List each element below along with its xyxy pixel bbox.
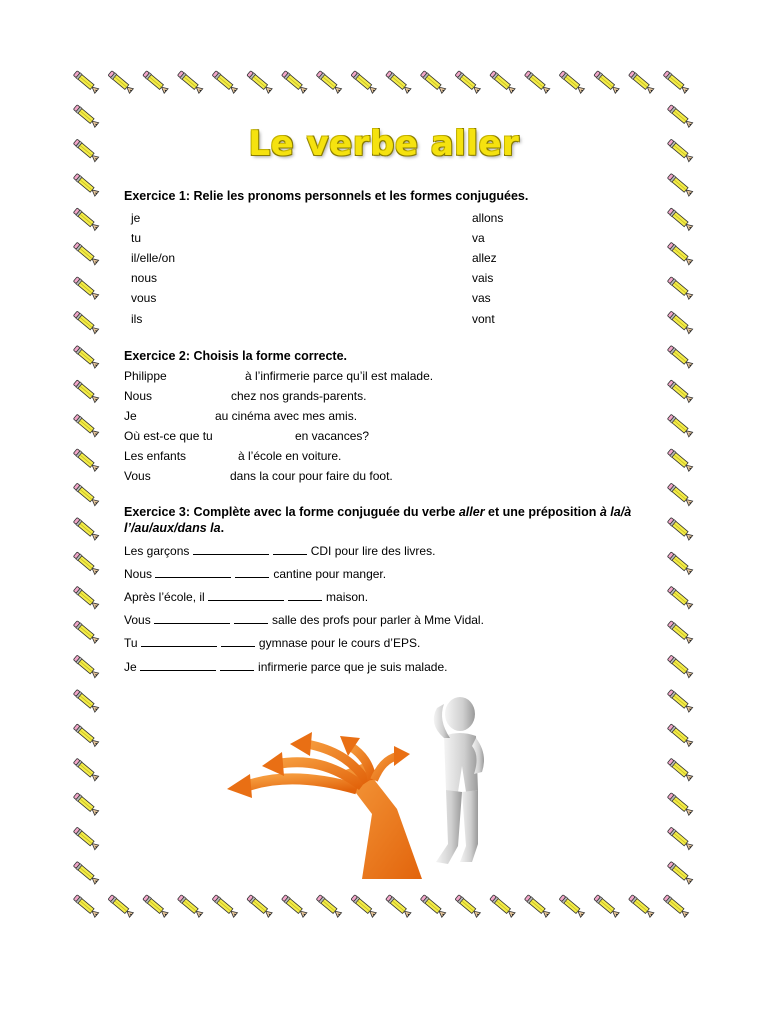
fill-sentence: Vous salle des profs pour parler à Mme Vidal. bbox=[124, 613, 484, 627]
exercise1-heading: Exercice 1: Relie les pronoms personnels et les formes conjuguées. bbox=[124, 189, 529, 203]
pencil-icon bbox=[143, 894, 169, 917]
pencil-icon bbox=[594, 70, 620, 93]
pencil-icon bbox=[73, 724, 99, 747]
sentence-rest: à l’école en voiture. bbox=[238, 449, 342, 463]
verb-blank[interactable] bbox=[141, 635, 217, 647]
pencil-icon bbox=[73, 586, 99, 609]
sentence-subject: Nous bbox=[124, 389, 153, 403]
pencil-icon bbox=[73, 792, 99, 815]
page-title: Le verbe aller bbox=[248, 124, 520, 164]
pencil-icon bbox=[108, 894, 134, 917]
pencil-icon bbox=[73, 345, 99, 368]
pencil-icon bbox=[455, 70, 481, 93]
pencil-icon bbox=[143, 70, 169, 93]
pronoun-item: vous bbox=[131, 291, 157, 305]
pencil-icon bbox=[281, 70, 307, 93]
sentence-rest: en vacances? bbox=[295, 429, 370, 443]
fill-sentence: Tu gymnase pour le cours d’EPS. bbox=[124, 636, 421, 650]
pencil-icon bbox=[73, 620, 99, 643]
pencil-icon bbox=[663, 894, 689, 917]
form-item: va bbox=[472, 231, 485, 245]
pencil-icon bbox=[667, 311, 693, 334]
pencil-icon bbox=[667, 414, 693, 437]
sentence-subject: Philippe bbox=[124, 369, 167, 383]
sentence-rest: au cinéma avec mes amis. bbox=[215, 409, 358, 423]
pencil-icon bbox=[316, 70, 342, 93]
thinking-figure-with-arrows-icon bbox=[222, 694, 512, 884]
pencil-icon bbox=[667, 173, 693, 196]
pencil-icon bbox=[316, 894, 342, 917]
pencil-icon bbox=[594, 894, 620, 917]
pronoun-item: tu bbox=[131, 231, 142, 245]
verb-blank[interactable] bbox=[208, 589, 284, 601]
pencil-icon bbox=[73, 208, 99, 231]
pencil-icon bbox=[73, 311, 99, 334]
pencil-icon bbox=[667, 345, 693, 368]
pencil-icon bbox=[73, 758, 99, 781]
pencil-icon bbox=[385, 894, 411, 917]
pencil-icon bbox=[524, 894, 550, 917]
pencil-icon bbox=[559, 894, 585, 917]
verb-blank[interactable] bbox=[140, 659, 216, 671]
pencil-icon bbox=[73, 552, 99, 575]
pencil-icon bbox=[351, 894, 377, 917]
pencil-icon bbox=[73, 276, 99, 299]
pencil-icon bbox=[73, 894, 99, 917]
pencil-icon bbox=[247, 894, 273, 917]
pencil-icon bbox=[420, 894, 446, 917]
pencil-icon bbox=[73, 70, 99, 93]
pencil-icon bbox=[667, 655, 693, 678]
fill-sentence: Après l’école, il maison. bbox=[124, 590, 369, 604]
pencil-icon bbox=[667, 792, 693, 815]
pencil-icon bbox=[667, 861, 693, 884]
pencil-icon bbox=[667, 483, 693, 506]
pencil-icon bbox=[177, 894, 203, 917]
form-item: allons bbox=[472, 211, 504, 225]
form-item: vas bbox=[472, 291, 491, 305]
pronoun-item: nous bbox=[131, 271, 158, 285]
pencil-icon bbox=[281, 894, 307, 917]
exercise3-heading: Exercice 3: Complète avec la forme conjuguée du verbe aller et une préposition à la/à l’/au/aux/dans la. bbox=[124, 505, 632, 535]
form-item: vais bbox=[472, 271, 494, 285]
pencil-icon bbox=[73, 448, 99, 471]
fill-sentence: Les garçons CDI pour lire des livres. bbox=[124, 544, 436, 558]
preposition-blank[interactable] bbox=[220, 659, 254, 671]
fill-sentence: Je infirmerie parce que je suis malade. bbox=[124, 660, 448, 674]
sentence-subject: Je bbox=[124, 409, 137, 423]
verb-blank[interactable] bbox=[193, 543, 269, 555]
pencil-icon bbox=[667, 448, 693, 471]
pencil-icon bbox=[667, 517, 693, 540]
pencil-icon bbox=[667, 724, 693, 747]
pencil-icon bbox=[667, 689, 693, 712]
pencil-icon bbox=[247, 70, 273, 93]
verb-blank[interactable] bbox=[155, 566, 231, 578]
pronoun-item: je bbox=[131, 211, 141, 225]
sentence-subject: Où est-ce que tu bbox=[124, 429, 213, 443]
pencil-icon bbox=[559, 70, 585, 93]
pencil-icon bbox=[663, 70, 689, 93]
preposition-blank[interactable] bbox=[288, 589, 322, 601]
pronoun-item: ils bbox=[131, 312, 143, 326]
pencil-icon bbox=[667, 552, 693, 575]
sentence-rest: dans la cour pour faire du foot. bbox=[230, 469, 393, 483]
preposition-blank[interactable] bbox=[221, 635, 255, 647]
pencil-icon bbox=[667, 276, 693, 299]
preposition-blank[interactable] bbox=[273, 543, 307, 555]
pencil-icon bbox=[73, 414, 99, 437]
pencil-icon bbox=[73, 861, 99, 884]
pencil-icon bbox=[667, 242, 693, 265]
pencil-icon bbox=[73, 689, 99, 712]
form-item: vont bbox=[472, 312, 495, 326]
pencil-icon bbox=[667, 380, 693, 403]
pencil-icon bbox=[212, 894, 238, 917]
exercise2-heading: Exercice 2: Choisis la forme correcte. bbox=[124, 349, 348, 363]
pencil-icon bbox=[351, 70, 377, 93]
pencil-icon bbox=[108, 70, 134, 93]
pencil-icon bbox=[73, 173, 99, 196]
pencil-icon bbox=[667, 758, 693, 781]
preposition-blank[interactable] bbox=[234, 612, 268, 624]
pencil-icon bbox=[420, 70, 446, 93]
pencil-icon bbox=[524, 70, 550, 93]
pencil-icon bbox=[490, 894, 516, 917]
pencil-icon bbox=[73, 483, 99, 506]
sentence-rest: chez nos grands-parents. bbox=[231, 389, 367, 403]
pencil-icon bbox=[455, 894, 481, 917]
form-item: allez bbox=[472, 251, 497, 265]
pronoun-item: il/elle/on bbox=[131, 251, 176, 265]
pencil-icon bbox=[667, 827, 693, 850]
pencil-icon bbox=[73, 380, 99, 403]
fill-sentence: Nous cantine pour manger. bbox=[124, 567, 387, 581]
pencil-icon bbox=[73, 827, 99, 850]
pencil-icon bbox=[73, 242, 99, 265]
sentence-rest: à l’infirmerie parce qu’il est malade. bbox=[245, 369, 434, 383]
verb-blank[interactable] bbox=[154, 612, 230, 624]
pencil-icon bbox=[177, 70, 203, 93]
pencil-icon bbox=[667, 620, 693, 643]
preposition-blank[interactable] bbox=[235, 566, 269, 578]
pencil-icon bbox=[212, 70, 238, 93]
sentence-subject: Vous bbox=[124, 469, 151, 483]
pencil-icon bbox=[667, 208, 693, 231]
pencil-icon bbox=[628, 70, 654, 93]
sentence-subject: Les enfants bbox=[124, 449, 187, 463]
pencil-icon bbox=[490, 70, 516, 93]
pencil-icon bbox=[667, 586, 693, 609]
pencil-icon bbox=[385, 70, 411, 93]
pencil-icon bbox=[73, 655, 99, 678]
pencil-icon bbox=[628, 894, 654, 917]
pencil-icon bbox=[73, 517, 99, 540]
